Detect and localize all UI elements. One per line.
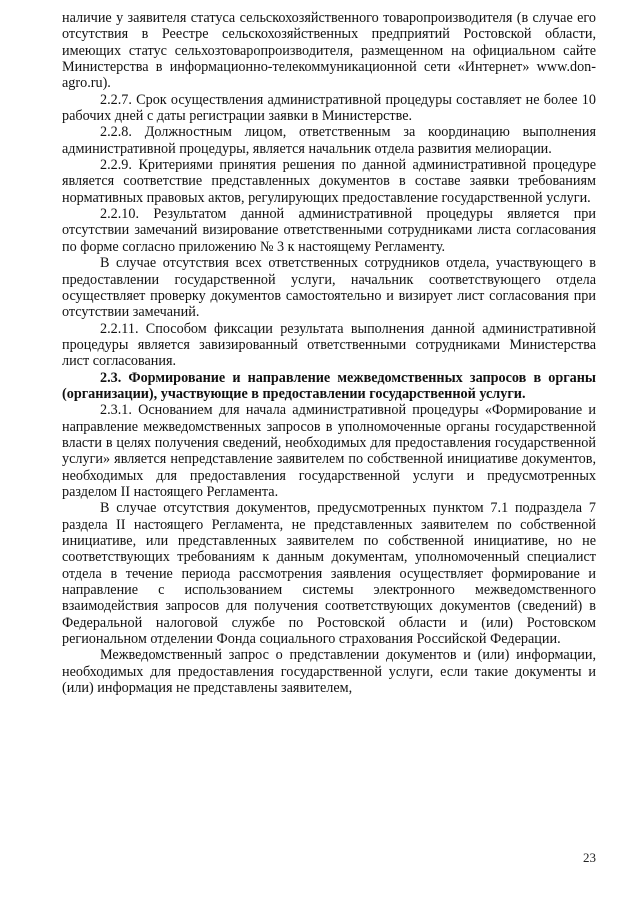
document-page: [62, 10, 596, 696]
page-number: 23: [583, 850, 596, 865]
paragraph-2-3-1: 2.3.1. Основанием для начала административной процедуры «Формирование и направление межведомственных запросов в уполномоченные органы государственной власти в целях получения сведений, необходимых для предоставления государственной услуги» является непредставление заявителем по собственной инициативе документов, необходимых для предоставления государственной услуги и предусмотренных разделом II настоящего Регламента.: [62, 402, 596, 500]
paragraph-continuation: наличие у заявителя статуса сельскохозяйственного товаропроизводителя (в случае его отсутствия в Реестре сельскохозяйственных предприятий Ростовской области, имеющих статус сельхозтоваропроизводителя, размещенном на официальном сайте Министерства в информационно-телекоммуникационной сети «Интернет» www.don-agro.ru).: [62, 10, 596, 92]
paragraph-absence-of-staff: В случае отсутствия всех ответственных сотрудников отдела, участвующего в предоставлении государственной услуги, начальник соответствующего отдела осуществляет проверку документов самостоятельно и визирует лист согласования при отсутствии замечаний.: [62, 255, 596, 321]
paragraph-2-2-9: 2.2.9. Критериями принятия решения по данной административной процедуре является соответствие представленных документов в составе заявки требованиям нормативных правовых актов, регулирующих предоставление государственной услуги.: [62, 157, 596, 206]
paragraph-interagency-request: Межведомственный запрос о представлении документов и (или) информации, необходимых для предоставления государственной услуги, если такие документы и (или) информация не представлены заявителем,: [62, 647, 596, 697]
section-heading-2-3: 2.3. Формирование и направление межведомственных запросов в органы (организации), участвующие в предоставлении государственной услуги.: [62, 369, 596, 402]
paragraph-2-2-8: 2.2.8. Должностным лицом, ответственным за координацию выполнения административной процедуры, является начальник отдела развития мелиорации.: [62, 124, 596, 157]
paragraph-2-2-7: 2.2.7. Срок осуществления административной процедуры составляет не более 10 рабочих дней с даты регистрации заявки в Министерстве.: [62, 91, 596, 125]
paragraph-missing-documents: В случае отсутствия документов, предусмотренных пунктом 7.1 подраздела 7 раздела II настоящего Регламента, не представленных заявителем по собственной инициативе, или представленных заявителем по собственной инициативе, но не соответствующих требованиям к данным документам, уполномоченный специалист отдела в течение периода рассмотрения заявления осуществляет формирование и направление с использованием системы электронного межведомственного взаимодействия запросов для получения соответствующих документов (сведений) в Федеральной налоговой службе по Ростовской области и (или) Ростовском региональном отделении Фонда социального страхования Российской Федерации.: [62, 500, 596, 648]
paragraph-2-2-10: 2.2.10. Результатом данной административной процедуры является при отсутствии замечаний визирование ответственными сотрудниками листа согласования по форме согласно приложению № 3 к настоящему Регламенту.: [62, 206, 596, 255]
paragraph-2-2-11: 2.2.11. Способом фиксации результата выполнения данной административной процедуры является завизированный ответственными сотрудниками Министерства лист согласования.: [62, 320, 596, 370]
